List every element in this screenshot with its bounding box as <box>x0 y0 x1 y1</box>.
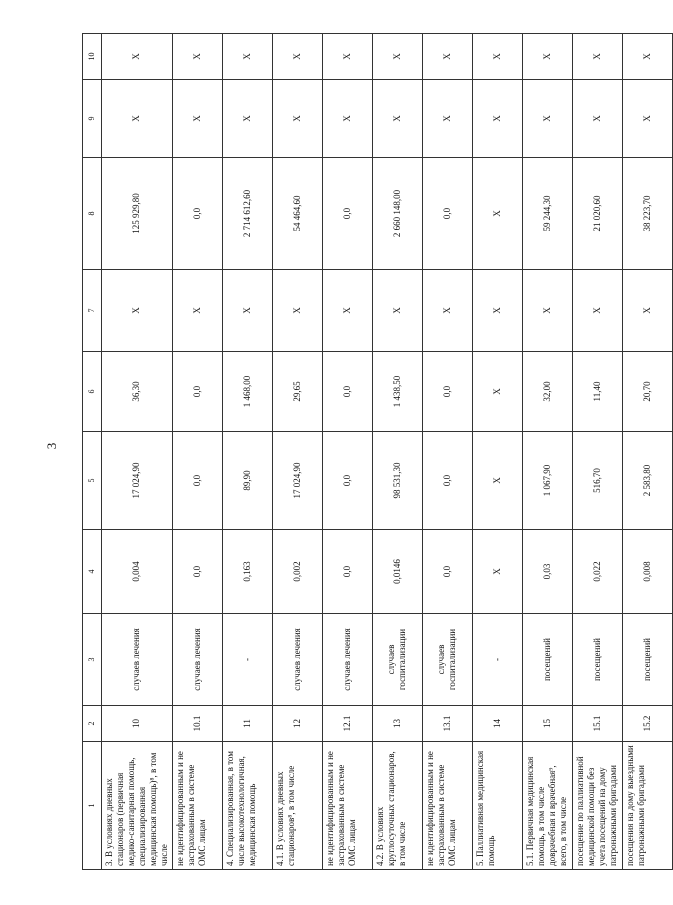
cost-total-cell: 21 020,60 <box>572 158 622 270</box>
per-capita-cell: X <box>472 352 522 432</box>
col10-cell: X <box>522 34 572 80</box>
table-row <box>572 34 622 870</box>
row-name-cell: не идентифицированным и не застрахованным в системе ОМС лицам <box>172 742 222 870</box>
col7-cell: X <box>222 270 272 352</box>
table-container <box>82 34 652 870</box>
unit-cell: - <box>472 614 522 706</box>
col10-cell: X <box>372 34 422 80</box>
col10-cell: X <box>572 34 622 80</box>
col9-cell: X <box>422 80 472 158</box>
row-code-cell: 11 <box>222 706 272 742</box>
cost-norm-cell: 89,90 <box>222 432 272 530</box>
cost-norm-cell: 0,0 <box>172 432 222 530</box>
unit-cell: посещений <box>622 614 672 706</box>
cost-norm-cell: X <box>472 432 522 530</box>
header-cell: 3 <box>83 614 102 706</box>
col10-cell: X <box>422 34 472 80</box>
col7-cell: X <box>172 270 222 352</box>
row-code-cell: 10 <box>102 706 173 742</box>
col10-cell: X <box>172 34 222 80</box>
volume-norm-cell: 0,0146 <box>372 530 422 614</box>
row-name-cell: 4.2. В условиях круглосуточных стационаров, в том числе <box>372 742 422 870</box>
col9-cell: X <box>272 80 322 158</box>
table-row <box>322 34 372 870</box>
col10-cell: X <box>622 34 672 80</box>
row-code-cell: 13 <box>372 706 422 742</box>
col7-cell: X <box>102 270 173 352</box>
cost-norm-cell: 17 024,90 <box>102 432 173 530</box>
table-row <box>522 34 572 870</box>
col10-cell: X <box>472 34 522 80</box>
col7-cell: X <box>472 270 522 352</box>
col9-cell: X <box>522 80 572 158</box>
row-name-cell: не идентифицированным и не застрахованным в системе ОМС лицам <box>422 742 472 870</box>
volume-norm-cell: 0,0 <box>322 530 372 614</box>
header-cell: 2 <box>83 706 102 742</box>
per-capita-cell: 11,40 <box>572 352 622 432</box>
table-row <box>422 34 472 870</box>
table-row <box>222 34 272 870</box>
unit-cell: посещений <box>522 614 572 706</box>
cost-norm-cell: 0,0 <box>322 432 372 530</box>
volume-norm-cell: 0,03 <box>522 530 572 614</box>
table-row <box>372 34 422 870</box>
cost-total-cell: 38 223,70 <box>622 158 672 270</box>
per-capita-cell: 0,0 <box>422 352 472 432</box>
row-code-cell: 12 <box>272 706 322 742</box>
volume-norm-cell: 0,002 <box>272 530 322 614</box>
row-code-cell: 10.1 <box>172 706 222 742</box>
col9-cell: X <box>172 80 222 158</box>
row-code-cell: 15.1 <box>572 706 622 742</box>
per-capita-cell: 0,0 <box>322 352 372 432</box>
cost-total-cell: 0,0 <box>322 158 372 270</box>
cost-total-cell: 125 929,80 <box>102 158 173 270</box>
page-number: 3 <box>44 442 59 450</box>
col10-cell: X <box>322 34 372 80</box>
volume-norm-cell: X <box>472 530 522 614</box>
per-capita-cell: 36,30 <box>102 352 173 432</box>
cost-total-cell: 59 244,30 <box>522 158 572 270</box>
per-capita-cell: 1 468,00 <box>222 352 272 432</box>
unit-cell: случаев госпитализации <box>422 614 472 706</box>
row-name-cell: 3. В условиях дневных стационаров (первичная медико-санитарная помощь, специализированная медицинская помощь)⁸, в том числе <box>102 742 173 870</box>
col7-cell: X <box>322 270 372 352</box>
table-body <box>83 34 673 870</box>
col7-cell: X <box>372 270 422 352</box>
per-capita-cell: 32,00 <box>522 352 572 432</box>
row-name-cell: посещение по паллиативной медицинской помощи без учета посещений на дому патронажными бригадами <box>572 742 622 870</box>
row-code-cell: 13.1 <box>422 706 472 742</box>
cost-total-cell: X <box>472 158 522 270</box>
header-cell: 7 <box>83 270 102 352</box>
row-code-cell: 15 <box>522 706 572 742</box>
col7-cell: X <box>622 270 672 352</box>
cost-norm-cell: 1 067,90 <box>522 432 572 530</box>
cost-total-cell: 0,0 <box>422 158 472 270</box>
cost-total-cell: 2 714 612,60 <box>222 158 272 270</box>
table-row <box>472 34 522 870</box>
financing-table <box>82 33 673 870</box>
row-code-cell: 12.1 <box>322 706 372 742</box>
row-name-cell: 5.1. Первичная медицинская помощь, в том числе доврачебная и врачебная⁹, всего, в том числе <box>522 742 572 870</box>
unit-cell: случаев госпитализации <box>372 614 422 706</box>
row-code-cell: 14 <box>472 706 522 742</box>
col10-cell: X <box>102 34 173 80</box>
row-name-cell: 4.1. В условиях дневных стационаров⁸, в том числе <box>272 742 322 870</box>
header-cell: 8 <box>83 158 102 270</box>
per-capita-cell: 29,65 <box>272 352 322 432</box>
volume-norm-cell: 0,0 <box>172 530 222 614</box>
col9-cell: X <box>102 80 173 158</box>
unit-cell: посещений <box>572 614 622 706</box>
header-row <box>83 34 102 870</box>
unit-cell: случаев лечения <box>102 614 173 706</box>
unit-cell: случаев лечения <box>322 614 372 706</box>
col7-cell: X <box>422 270 472 352</box>
cost-norm-cell: 516,70 <box>572 432 622 530</box>
row-code-cell: 15.2 <box>622 706 672 742</box>
col7-cell: X <box>522 270 572 352</box>
cost-total-cell: 0,0 <box>172 158 222 270</box>
col10-cell: X <box>222 34 272 80</box>
volume-norm-cell: 0,004 <box>102 530 173 614</box>
header-cell: 6 <box>83 352 102 432</box>
col9-cell: X <box>572 80 622 158</box>
header-cell: 5 <box>83 432 102 530</box>
unit-cell: - <box>222 614 272 706</box>
header-cell: 4 <box>83 530 102 614</box>
col9-cell: X <box>222 80 272 158</box>
row-name-cell: 4. Специализированная, в том числе высокотехнологичная, медицинская помощь <box>222 742 272 870</box>
cost-norm-cell: 2 583,80 <box>622 432 672 530</box>
volume-norm-cell: 0,0 <box>422 530 472 614</box>
col10-cell: X <box>272 34 322 80</box>
volume-norm-cell: 0,022 <box>572 530 622 614</box>
cost-total-cell: 2 660 148,00 <box>372 158 422 270</box>
col9-cell: X <box>372 80 422 158</box>
cost-norm-cell: 0,0 <box>422 432 472 530</box>
row-name-cell: посещения на дому выездными патронажными бригадами <box>622 742 672 870</box>
col7-cell: X <box>572 270 622 352</box>
per-capita-cell: 0,0 <box>172 352 222 432</box>
header-cell: 1 <box>83 742 102 870</box>
unit-cell: случаев лечения <box>272 614 322 706</box>
col9-cell: X <box>622 80 672 158</box>
table-row <box>102 34 173 870</box>
col9-cell: X <box>322 80 372 158</box>
per-capita-cell: 20,70 <box>622 352 672 432</box>
cost-total-cell: 54 464,60 <box>272 158 322 270</box>
rotated-table-wrapper <box>82 34 652 870</box>
cost-norm-cell: 98 531,30 <box>372 432 422 530</box>
col9-cell: X <box>472 80 522 158</box>
header-cell: 10 <box>83 34 102 80</box>
table-row <box>272 34 322 870</box>
cost-norm-cell: 17 024,90 <box>272 432 322 530</box>
per-capita-cell: 1 438,50 <box>372 352 422 432</box>
row-name-cell: не идентифицированным и не застрахованным в системе ОМС лицам <box>322 742 372 870</box>
row-name-cell: 5. Паллиативная медицинская помощь <box>472 742 522 870</box>
col7-cell: X <box>272 270 322 352</box>
header-cell: 9 <box>83 80 102 158</box>
table-row <box>622 34 672 870</box>
table-row <box>172 34 222 870</box>
volume-norm-cell: 0,008 <box>622 530 672 614</box>
volume-norm-cell: 0,163 <box>222 530 272 614</box>
unit-cell: случаев лечения <box>172 614 222 706</box>
